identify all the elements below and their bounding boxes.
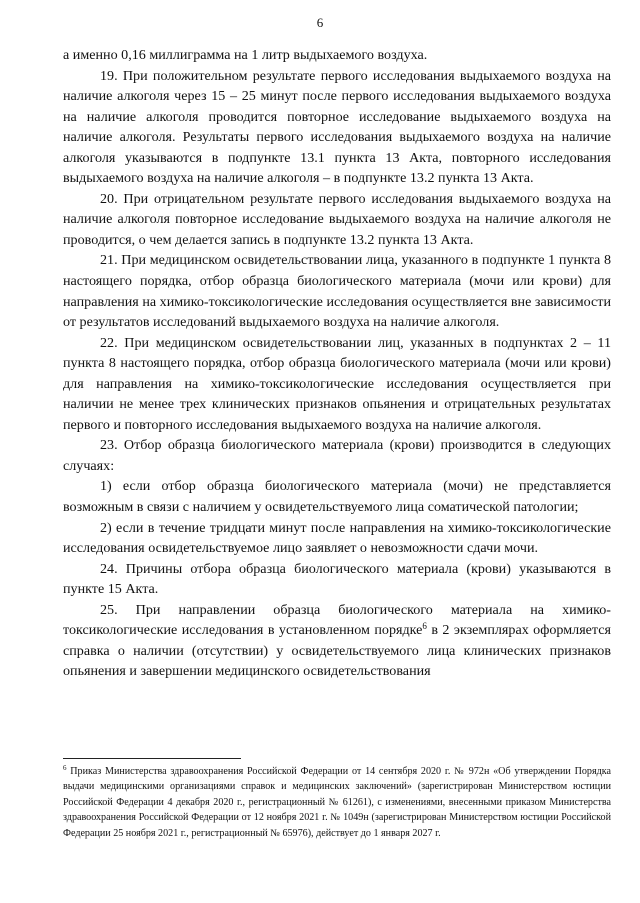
paragraph-21: 21. При медицинском освидетельствовании лица, указанного в подпункте 1 пункта 8 настоящего порядка, отбор образца биологического материала (мочи или крови) для направления на химико-токсикологические исследования осуществляется вне зависимости от результатов исследований выдыхаемого воздуха на наличие алкоголя.	[63, 252, 611, 331]
paragraph-23-item-1: 1) если отбор образца биологического материала (мочи) не представляется возможным в связи с наличием у освидетельствуемого лица соматической патологии;	[63, 478, 611, 516]
paragraph-25	[63, 600, 611, 682]
footnote-separator	[63, 758, 241, 759]
paragraph-23: 23. Отбор образца биологического материала (крови) производится в следующих случаях:	[63, 437, 611, 474]
document-body	[63, 45, 611, 682]
paragraph-24: 24. Причины отбора образца биологического материала (крови) указываются в пункте 15 Акта.	[63, 560, 611, 598]
footnote-reference: 6	[422, 621, 427, 632]
footnote-mark: 6	[63, 764, 67, 772]
paragraph-19: 19. При положительном результате первого исследования выдыхаемого воздуха на наличие алкоголя через 15 – 25 минут после первого исследования выдыхаемого воздуха на наличие алкоголя проводится повторное исследование выдыхаемого воздуха на наличие алкоголя. Результаты первого исследования выдыхаемого воздуха на наличие алкоголя указываются в подпункте 13.1 пункта 13 Акта, повторного исследования выдыхаемого воздуха на наличие алкоголя – в подпункте 13.2 пункта 13 Акта.	[63, 67, 611, 187]
page-number: 6	[316, 15, 324, 30]
paragraph-22: 22. При медицинском освидетельствовании лиц, указанных в подпунктах 2 – 11 пункта 8 настоящего порядка, отбор образца биологического материала (мочи или крови) для направления на химико-токсикологические исследования осуществляется при наличии не менее трех клинических признаков опьянения и отрицательных результатах первого и повторного исследования выдыхаемого воздуха на наличие алкоголя.	[63, 334, 611, 433]
paragraph-20: 20. При отрицательном результате первого исследования выдыхаемого воздуха на наличие алкоголя повторное исследование выдыхаемого воздуха на наличие алкоголя не проводится, о чем делается запись в подпункте 13.2 пункта 13 Акта.	[63, 190, 611, 248]
paragraph-25-text: 25. При направлении образца биологического материала на химико-токсикологические исследования в установленном порядке	[63, 601, 611, 639]
paragraph-25-text-after: в 2 экземплярах оформляется справка о наличии (отсутствии) у освидетельствуемого лица клинических признаков опьянения и завершении медицинского освидетельствования	[63, 622, 611, 680]
paragraph-continuation: а именно 0,16 миллиграмма на 1 литр выдыхаемого воздуха.	[63, 47, 428, 63]
paragraph-23-item-2: 2) если в течение тридцати минут после направления на химико-токсикологические исследования освидетельствуемое лицо заявляет о невозможности сдачи мочи.	[63, 519, 611, 557]
footnote-text: Приказ Министерства здравоохранения Российской Федерации от 14 сентября 2020 г. № 972н «Об утверждении Порядка выдачи медицинскими организациями справок и медицинских заключений» (зарегистрирован Министерством юстиции Российской Федерации 4 декабря 2020 г., регистрационный № 61261), с изменениями, внесенными приказом Министерства здравоохранения Российской Федерации от 12 ноября 2021 г. № 1049н (зарегистрирован Министерством юстиции Российской Федерации 25 ноября 2021 г., регистрационный № 65976), действует до 1 января 2027 г.	[63, 766, 611, 839]
footnote	[63, 764, 611, 841]
